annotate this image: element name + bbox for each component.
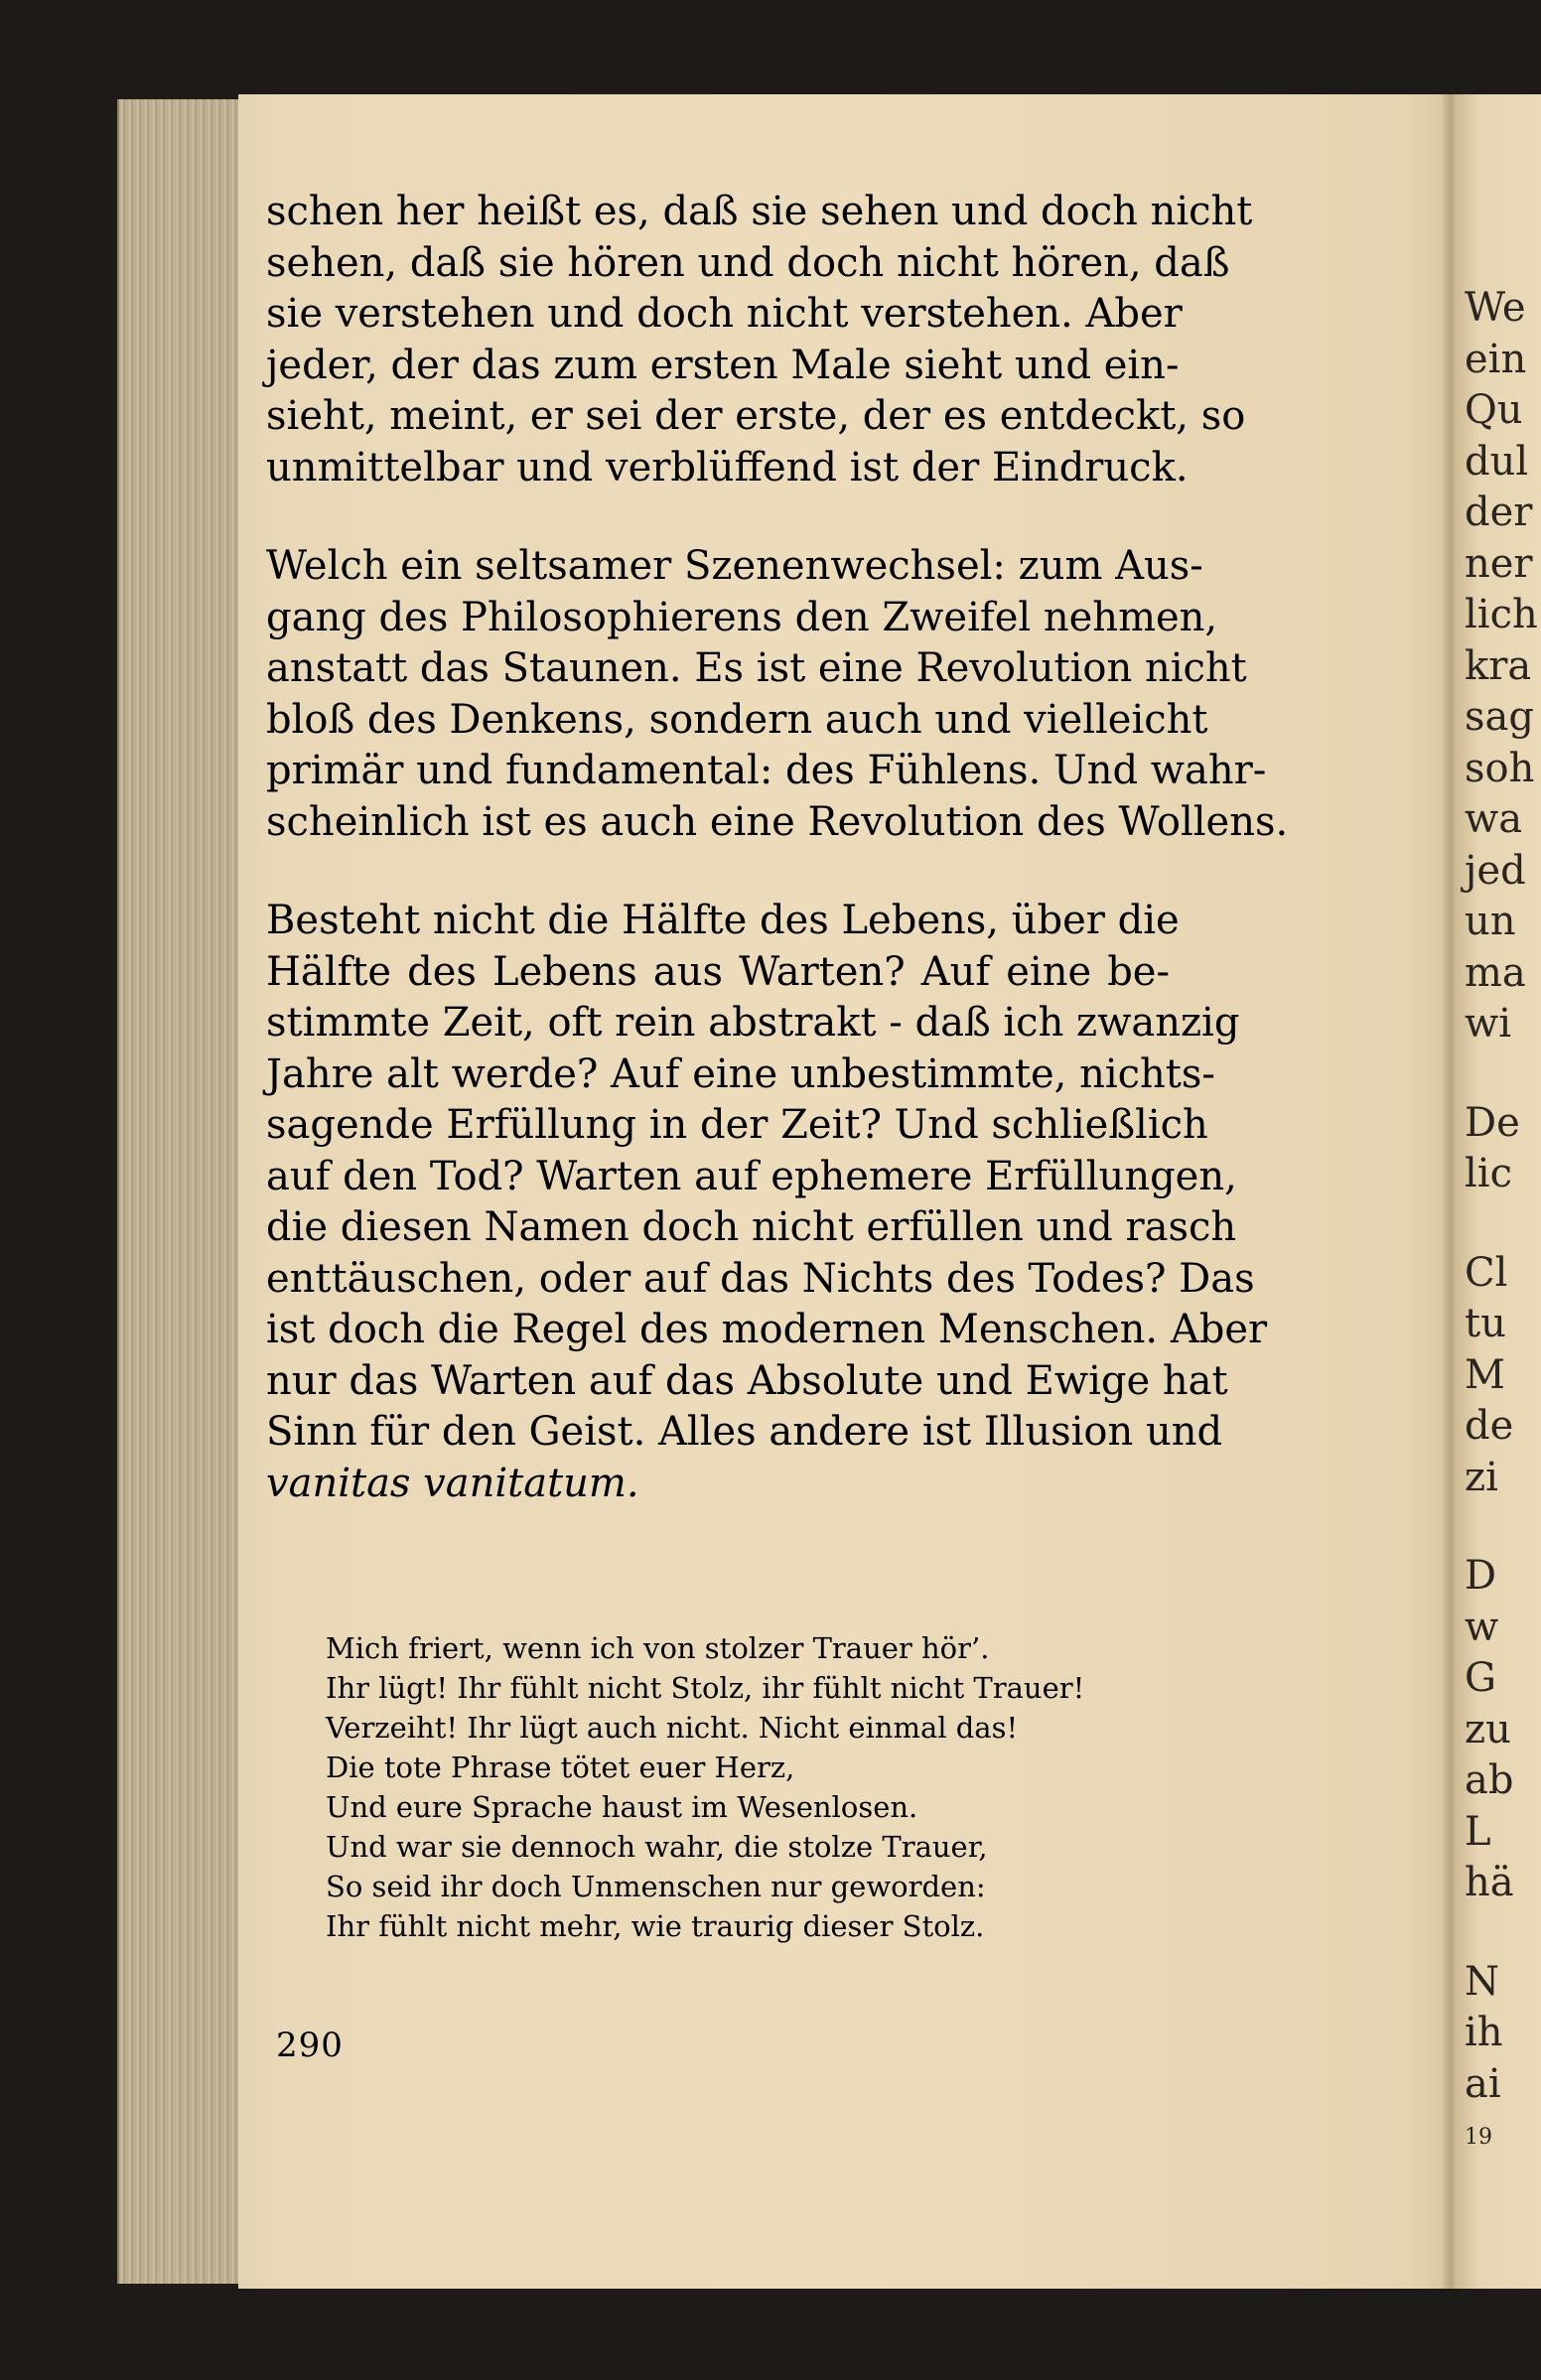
right-fragment: Qu <box>1465 387 1523 433</box>
text-line: ist doch die Regel des modernen Menschen. Aber <box>266 1307 1268 1352</box>
text-line: Hälfte des Lebens aus Warten? Auf eine be- <box>266 948 1170 995</box>
right-fragment: der <box>1465 490 1533 535</box>
page-edges <box>117 99 248 2284</box>
right-fragment: jed <box>1465 847 1526 894</box>
right-fragment: lic <box>1465 1151 1512 1196</box>
right-fragment: tu <box>1465 1301 1506 1346</box>
body-text <box>266 187 1289 1557</box>
text-line: nur das Warten auf das Absolute und Ewige hat <box>266 1357 1228 1404</box>
text-line: die diesen Namen doch nicht erfüllen und rasch <box>266 1204 1237 1250</box>
right-fragment: De <box>1465 1099 1520 1146</box>
text-line: Besteht nicht die Hälfte des Lebens, über die <box>266 898 1180 943</box>
paragraph-3 <box>266 896 1268 1509</box>
poem-line: Mich friert, wenn ich von stolzer Trauer hör’. <box>326 1631 990 1665</box>
poem-line: So seid ihr doch Unmenschen nur geworden: <box>326 1870 986 1903</box>
right-page-number: 19 <box>1465 2125 1492 2150</box>
poem-line: Ihr fühlt nicht mehr, wie traurig dieser Stolz. <box>326 1909 985 1943</box>
right-fragment: M <box>1465 1351 1505 1398</box>
right-fragment: dul <box>1465 438 1529 485</box>
right-fragment: We <box>1465 285 1526 331</box>
right-fragment: zi <box>1465 1454 1498 1500</box>
text-line: Welch ein seltsamer Szenenwechsel: zum Aus- <box>266 543 1203 589</box>
text-line: schen her heißt es, daß sie sehen und doch nicht <box>266 189 1253 234</box>
right-page-text <box>1465 283 1541 2110</box>
right-fragment: Cl <box>1465 1249 1508 1296</box>
text-line: anstatt das Staunen. Es ist eine Revolution nicht <box>266 645 1247 691</box>
poem-block <box>326 1628 1180 1946</box>
text-line: enttäuschen, oder auf das Nichts des Todes? Das <box>266 1255 1255 1302</box>
right-fragment: ner <box>1465 540 1533 587</box>
text-line: Sinn für den Geist. Alles andere ist Illusion und <box>266 1409 1223 1455</box>
right-fragment: ein <box>1465 336 1527 382</box>
right-fragment: ih <box>1465 2010 1503 2055</box>
page-number: 290 <box>276 2026 344 2065</box>
right-fragment: D <box>1465 1553 1497 1599</box>
right-fragment: hä <box>1465 1860 1514 1905</box>
text-line: auf den Tod? Warten auf ephemere Erfüllungen, <box>266 1153 1237 1199</box>
right-fragment: ma <box>1465 949 1526 996</box>
italic-line: vanitas vanitatum. <box>266 1460 639 1506</box>
right-fragment: w <box>1465 1604 1499 1650</box>
text-line: gang des Philosophierens den Zweifel nehmen, <box>266 594 1218 640</box>
text-line: stimmte Zeit, oft rein abstrakt - daß ich zwanzig <box>266 1000 1240 1046</box>
text-line: scheinlich ist es auch eine Revolution des Wollens. <box>266 798 1289 845</box>
poem-line: Und eure Sprache haust im Wesenlosen. <box>326 1790 918 1824</box>
text-line: jeder, der das zum ersten Male sieht und ein- <box>266 342 1180 388</box>
text-line: Jahre alt werde? Auf eine unbestimmte, nichts- <box>266 1050 1215 1097</box>
text-line: bloß des Denkens, sondern auch und vielleicht <box>266 696 1208 743</box>
right-fragment: un <box>1465 899 1516 944</box>
right-fragment: lich <box>1465 592 1538 637</box>
poem-line: Ihr lügt! Ihr fühlt nicht Stolz, ihr fühlt nicht Trauer! <box>326 1671 1085 1705</box>
right-fragment: G <box>1465 1655 1496 1701</box>
right-fragment: kra <box>1465 642 1532 689</box>
right-fragment: ab <box>1465 1757 1514 1803</box>
text-line: sehen, daß sie hören und doch nicht hören, daß <box>266 239 1230 286</box>
right-page <box>1455 94 1541 2289</box>
text-line: sagende Erfüllung in der Zeit? Und schließlich <box>266 1102 1208 1148</box>
text-line: sie verstehen und doch nicht verstehen. Aber <box>266 291 1183 337</box>
text-line: sieht, meint, er sei der erste, der es entdeckt, so <box>266 393 1246 439</box>
paragraph-2 <box>266 541 1289 848</box>
right-fragment: zu <box>1465 1706 1511 1752</box>
right-fragment: L <box>1465 1808 1491 1855</box>
poem-line: Verzeiht! Ihr lügt auch nicht. Nicht einmal das! <box>326 1711 1019 1745</box>
right-fragment: de <box>1465 1403 1514 1449</box>
right-fragment: wa <box>1465 796 1523 842</box>
paragraph-1 <box>266 187 1253 493</box>
right-fragment: wi <box>1465 1001 1512 1047</box>
poem-line: Die tote Phrase tötet euer Herz, <box>326 1750 795 1784</box>
right-fragment: sag <box>1465 694 1534 740</box>
text-line: unmittelbar und verblüffend ist der Eindruck. <box>266 444 1189 490</box>
poem-line: Und war sie dennoch wahr, die stolze Trauer, <box>326 1830 988 1864</box>
text-line: primär und fundamental: des Fühlens. Und wahr- <box>266 748 1267 793</box>
right-fragment: ai <box>1465 2060 1501 2107</box>
right-fragment: soh <box>1465 745 1535 791</box>
right-fragment: N <box>1465 1958 1499 2005</box>
